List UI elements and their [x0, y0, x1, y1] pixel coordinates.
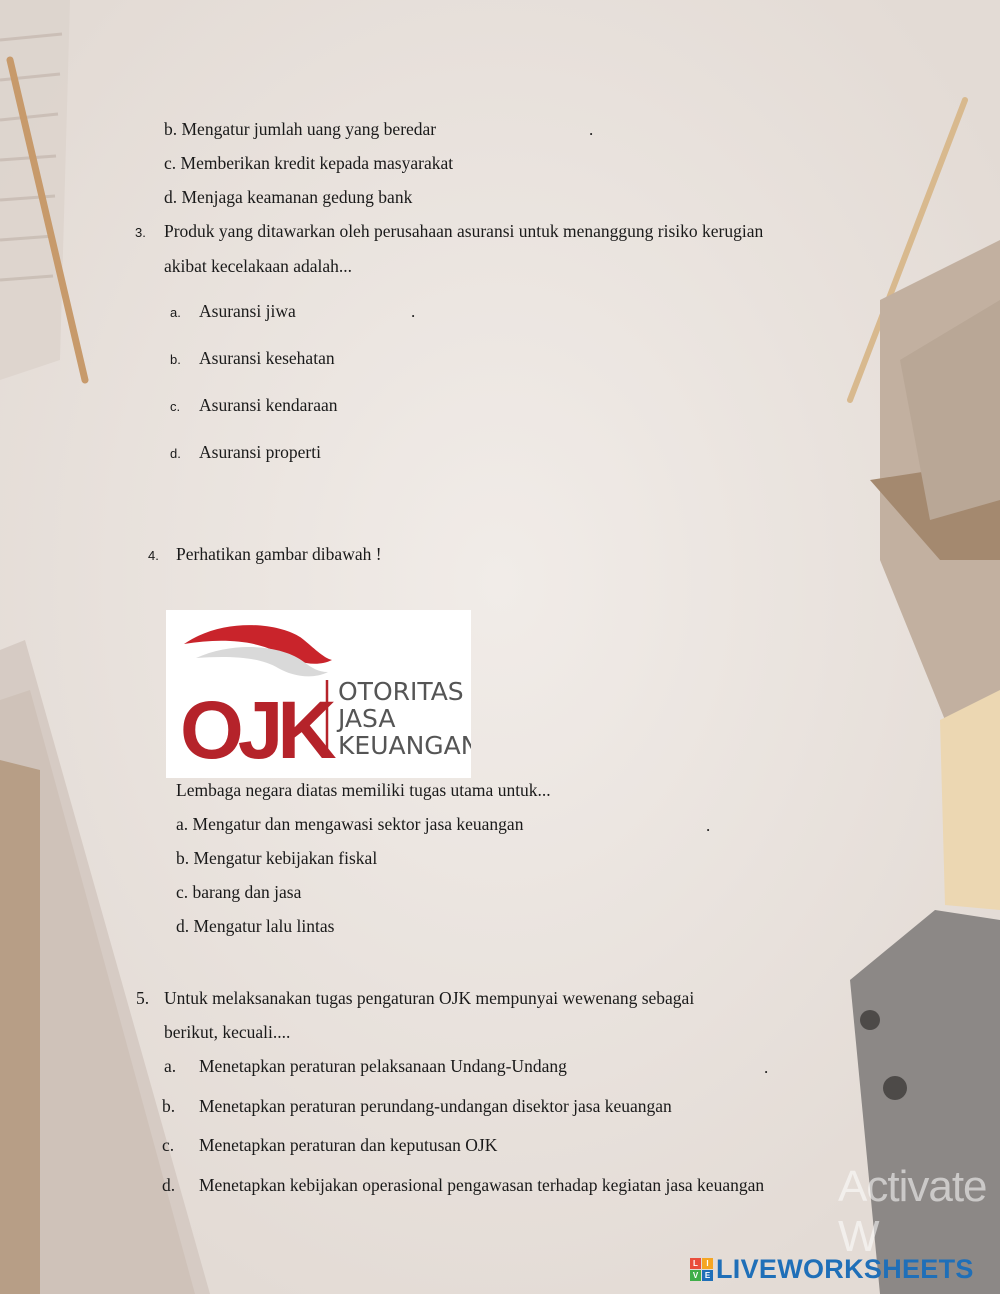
- q4-prompt: Perhatikan gambar dibawah !: [176, 544, 382, 564]
- q3-option-c-letter: c.: [170, 399, 181, 414]
- q3-option-b-letter: b.: [170, 352, 181, 367]
- q4-option-a: a. Mengatur dan mengawasi sektor jasa keuangan: [176, 814, 524, 834]
- q3-question-line2: akibat kecelakaan adalah...: [164, 256, 353, 276]
- q5-option-c-letter: c.: [162, 1135, 175, 1155]
- ojk-logo-line3: KEUANGAN: [338, 731, 471, 760]
- q5-answer-field[interactable]: [612, 1056, 762, 1078]
- brand-grid-letter: I: [702, 1258, 713, 1269]
- q5-question-line1: Untuk melaksanakan tugas pengaturan OJK mempunyai wewenang sebagai: [164, 988, 695, 1008]
- q5-option-a-letter: a.: [164, 1056, 177, 1076]
- brand-grid-letter: E: [702, 1270, 713, 1281]
- q5-number: 5.: [136, 988, 150, 1008]
- liveworksheets-wordmark: LIVEWORKSHEETS: [716, 1253, 974, 1284]
- ojk-logo-mark: OJK: [180, 685, 331, 776]
- q3-option-d-text: Asuransi properti: [199, 442, 321, 462]
- q5-option-b-text: Menetapkan peraturan perundang-undangan disektor jasa keuangan: [199, 1096, 672, 1116]
- q2-answer-field[interactable]: [468, 119, 588, 141]
- q4-option-c: c. barang dan jasa: [176, 882, 302, 902]
- q4-answer-field[interactable]: [566, 814, 704, 836]
- q3-option-a-letter: a.: [170, 305, 181, 320]
- q5-question-line2: berikut, kecuali....: [164, 1022, 291, 1042]
- q3-option-a-text: Asuransi jiwa: [199, 301, 296, 321]
- liveworksheets-logo[interactable]: [690, 1252, 974, 1286]
- brand-grid-letter: V: [690, 1270, 701, 1281]
- q2-option-c: c. Memberikan kredit kepada masyarakat: [164, 153, 454, 173]
- q5-option-a-text: Menetapkan peraturan pelaksanaan Undang-Undang: [199, 1056, 567, 1076]
- q4-option-d: d. Mengatur lalu lintas: [176, 916, 335, 936]
- q2-answer-dot: .: [589, 120, 594, 139]
- q5-option-b-letter: b.: [162, 1096, 176, 1116]
- q2-option-d: d. Menjaga keamanan gedung bank: [164, 187, 413, 207]
- ojk-logo: [166, 610, 471, 778]
- q3-answer-dot: .: [411, 302, 416, 321]
- q3-option-d-letter: d.: [170, 446, 181, 461]
- q4-answer-dot: .: [706, 816, 711, 835]
- q4-number: 4.: [148, 548, 159, 563]
- tag-right: [940, 690, 1000, 910]
- q5-option-d-letter: d.: [162, 1175, 176, 1195]
- q3-question-line1: Produk yang ditawarkan oleh perusahaan asuransi untuk menanggung risiko kerugian: [164, 221, 764, 241]
- q2-option-b: b. Mengatur jumlah uang yang beredar: [164, 119, 437, 139]
- q5-answer-dot: .: [764, 1058, 769, 1077]
- brand-grid-letter: L: [690, 1258, 701, 1269]
- q3-option-c-text: Asuransi kendaraan: [199, 395, 338, 415]
- ojk-logo-line2: JASA: [338, 704, 396, 733]
- liveworksheets-grid-icon: [690, 1258, 713, 1281]
- q4-option-b: b. Mengatur kebijakan fiskal: [176, 848, 378, 868]
- q5-option-c-text: Menetapkan peraturan dan keputusan OJK: [199, 1135, 498, 1155]
- activate-windows-watermark: Activate W: [838, 1162, 987, 1261]
- q4-question: Lembaga negara diatas memiliki tugas utama untuk...: [176, 780, 551, 800]
- ojk-logo-line1: OTORITAS: [338, 677, 464, 706]
- q5-option-d-text: Menetapkan kebijakan operasional pengawasan terhadap kegiatan jasa keuangan: [199, 1175, 765, 1195]
- q3-answer-field[interactable]: [306, 301, 410, 323]
- q3-number: 3.: [135, 225, 146, 240]
- q3-option-b-text: Asuransi kesehatan: [199, 348, 335, 368]
